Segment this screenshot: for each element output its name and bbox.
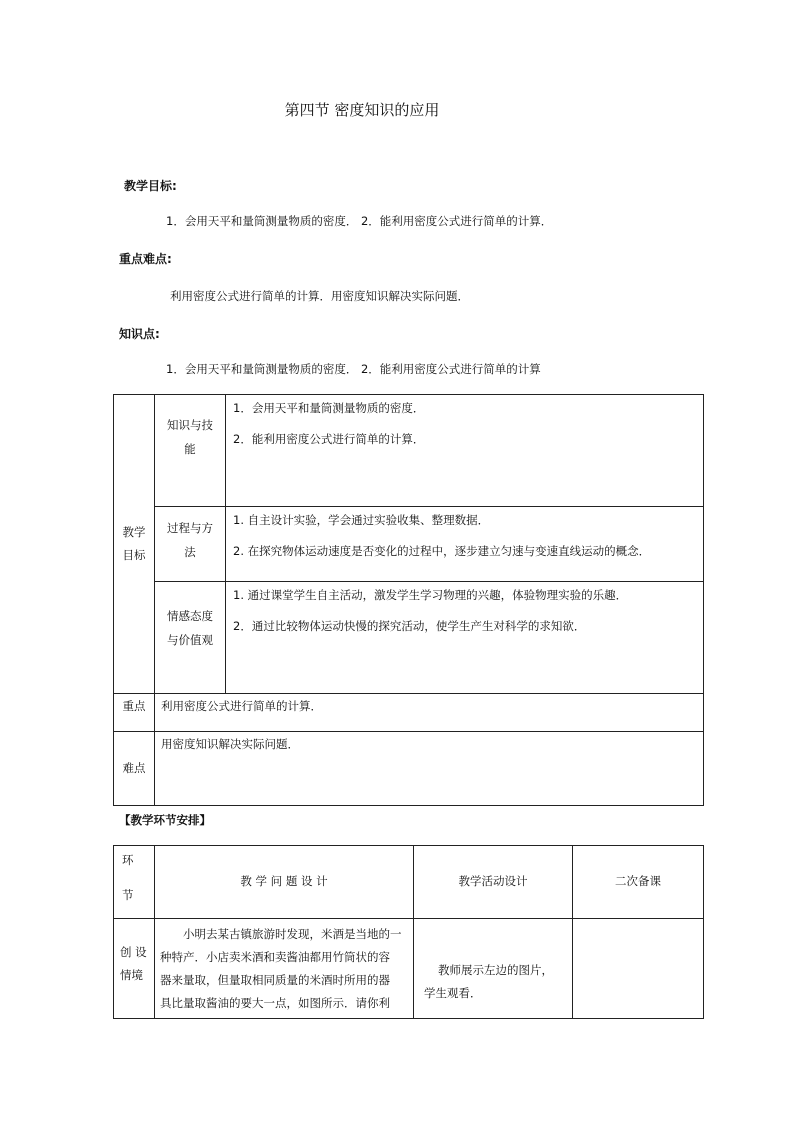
row1-activity: 教师展示左边的图片， 学生观看． [414,919,573,1019]
key-difficult-text: 利用密度公式进行简单的计算．用密度知识解决实际问题． [170,289,469,303]
row1-design: 小明去某古镇旅游时发现，米酒是当地的一 种特产．小店卖米酒和卖酱油都用竹筒状的容 器来量取，但量取相同质量的米酒时所用的器 具比量取酱油的要大一点，如图所示．请你利 [155,919,414,1019]
arrangement-heading: 【教学环节安排】 [119,813,211,827]
difficult-label: 难点 [114,732,155,806]
key-text: 利用密度公式进行简单的计算． [155,694,704,732]
key-label: 重点 [114,694,155,732]
page-title: 第四节 密度知识的应用 [284,101,440,119]
goal-content-attitude: 1. 通过课堂学生自主活动，激发学生学习物理的兴趣，体验物理实验的乐趣． 2．通过比较物体运动快慢的探究活动，使学生产生对科学的求知欲． [226,582,704,694]
knowledge-text: 1．会用天平和量筒测量物质的密度． 2．能利用密度公式进行简单的计算 [166,362,541,376]
header-activity: 教学活动设计 [414,846,573,919]
goal-content-knowledge: 1．会用天平和量筒测量物质的密度． 2．能利用密度公式进行简单的计算． [226,395,704,507]
header-design: 教 学 问 题 设 计 [155,846,414,919]
goal-label-attitude: 情感态度 与价值观 [155,582,226,694]
goals-group-label: 教学 目标 [114,395,155,694]
teaching-goals-heading: 教学目标: [124,179,177,193]
difficult-text: 用密度知识解决实际问题． [155,732,704,806]
row1-step: 创 设 情境 [114,919,155,1019]
goal-label-process: 过程与方 法 [155,507,226,582]
row1-prep [573,919,704,1019]
goal-content-process: 1. 自主设计实验，学会通过实验收集、整理数据． 2. 在探究物体运动速度是否变化的过程中，逐步建立匀速与变速直线运动的概念． [226,507,704,582]
header-step: 环 节 [114,846,155,919]
arrangement-table [113,845,704,1019]
header-prep: 二次备课 [573,846,704,919]
goals-table [113,394,704,806]
goal-label-knowledge: 知识与技 能 [155,395,226,507]
knowledge-heading: 知识点: [119,327,160,341]
teaching-goals-text: 1．会用天平和量筒测量物质的密度． 2．能利用密度公式进行简单的计算． [166,214,553,228]
key-difficult-heading: 重点难点: [119,252,172,266]
